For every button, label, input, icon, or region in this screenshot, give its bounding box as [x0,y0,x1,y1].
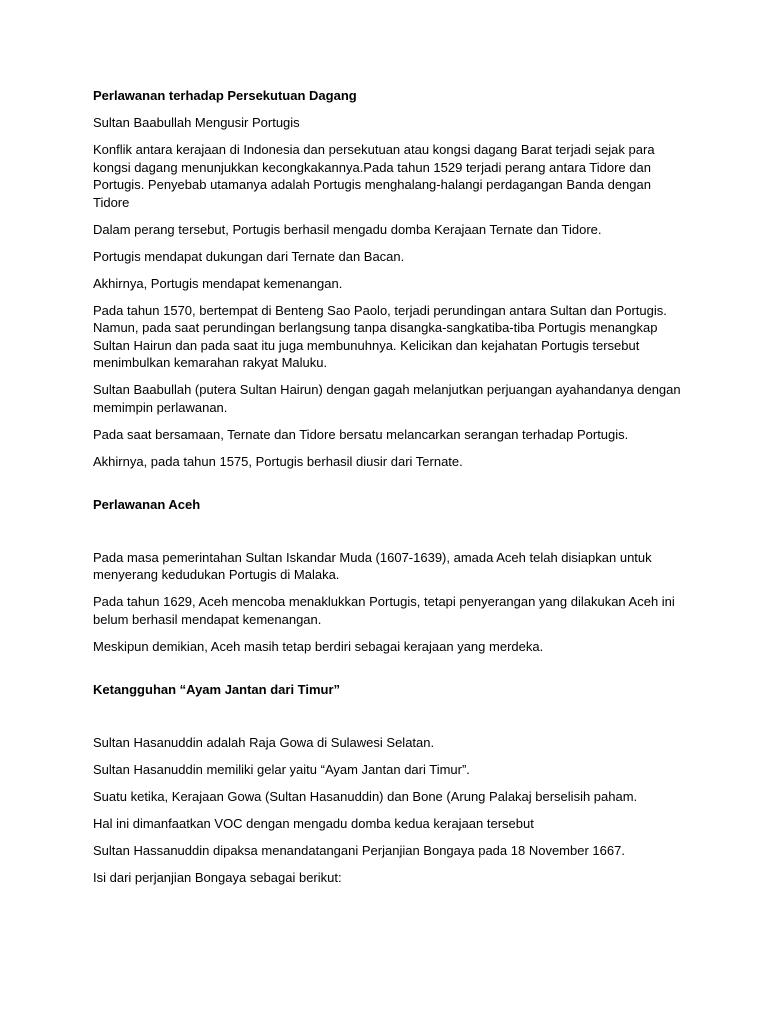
paragraph: Isi dari perjanjian Bongaya sebagai berikut: [93,869,342,885]
paragraph: Sultan Hasanuddin memiliki gelar yaitu “Ayam Jantan dari Timur”. [93,761,470,777]
paragraph: Konflik antara kerajaan di Indonesia dan persekutuan atau kongsi dagang Barat terjadi sejak para kongsi dagang menunjukkan kecongkakannya.Pada tahun 1529 terjadi perang antara Tidore dan Portugis. Penyebab utamanya adalah Portugis menghalang-halangi perdagangan Banda dengan Tidore [93,142,655,210]
paragraph: Pada tahun 1629, Aceh mencoba menaklukkan Portugis, tetapi penyerangan yang dilakukan Aceh ini belum berhasil mendapat kemenangan. [93,594,675,627]
section-heading: Perlawanan terhadap Persekutuan Dagang [93,88,357,103]
paragraph: Pada tahun 1570, bertempat di Benteng Sao Paolo, terjadi perundingan antara Sultan dan Portugis. Namun, pada saat perundingan berlangsung tanpa disangka-sangkatiba-tiba Portugis menangkap Sultan Hairun dan pada saat itu juga membunuhnya. Kelicikan dan kejahatan Portugis tersebut menimbulkan kemarahan rakyat Maluku. [93,302,667,370]
section-heading: Perlawanan Aceh [93,497,201,512]
document-body [93,87,685,896]
paragraph: Portugis mendapat dukungan dari Ternate dan Bacan. [93,248,405,264]
paragraph: Sultan Hassanuddin dipaksa menandatangani Perjanjian Bongaya pada 18 November 1667. [93,842,625,858]
paragraph: Pada saat bersamaan, Ternate dan Tidore bersatu melancarkan serangan terhadap Portugis. [93,426,629,442]
paragraph: Sultan Baabullah (putera Sultan Hairun) dengan gagah melanjutkan perjuangan ayahandanya dengan memimpin perlawanan. [93,382,681,415]
section-heading: Ketangguhan “Ayam Jantan dari Timur” [93,682,341,697]
paragraph: Suatu ketika, Kerajaan Gowa (Sultan Hasanuddin) dan Bone (Arung Palakaj berselisih paham. [93,788,638,804]
paragraph: Pada masa pemerintahan Sultan Iskandar Muda (1607-1639), amada Aceh telah disiapkan untuk menyerang kedudukan Portugis di Malaka. [93,549,652,582]
paragraph: Dalam perang tersebut, Portugis berhasil mengadu domba Kerajaan Ternate dan Tidore. [93,221,602,237]
paragraph: Akhirnya, pada tahun 1575, Portugis berhasil diusir dari Ternate. [93,453,463,469]
subheading: Sultan Baabullah Mengusir Portugis [93,115,300,130]
paragraph: Akhirnya, Portugis mendapat kemenangan. [93,275,343,291]
paragraph: Meskipun demikian, Aceh masih tetap berdiri sebagai kerajaan yang merdeka. [93,638,544,654]
paragraph: Hal ini dimanfaatkan VOC dengan mengadu domba kedua kerajaan tersebut [93,815,534,831]
paragraph: Sultan Hasanuddin adalah Raja Gowa di Sulawesi Selatan. [93,734,435,750]
